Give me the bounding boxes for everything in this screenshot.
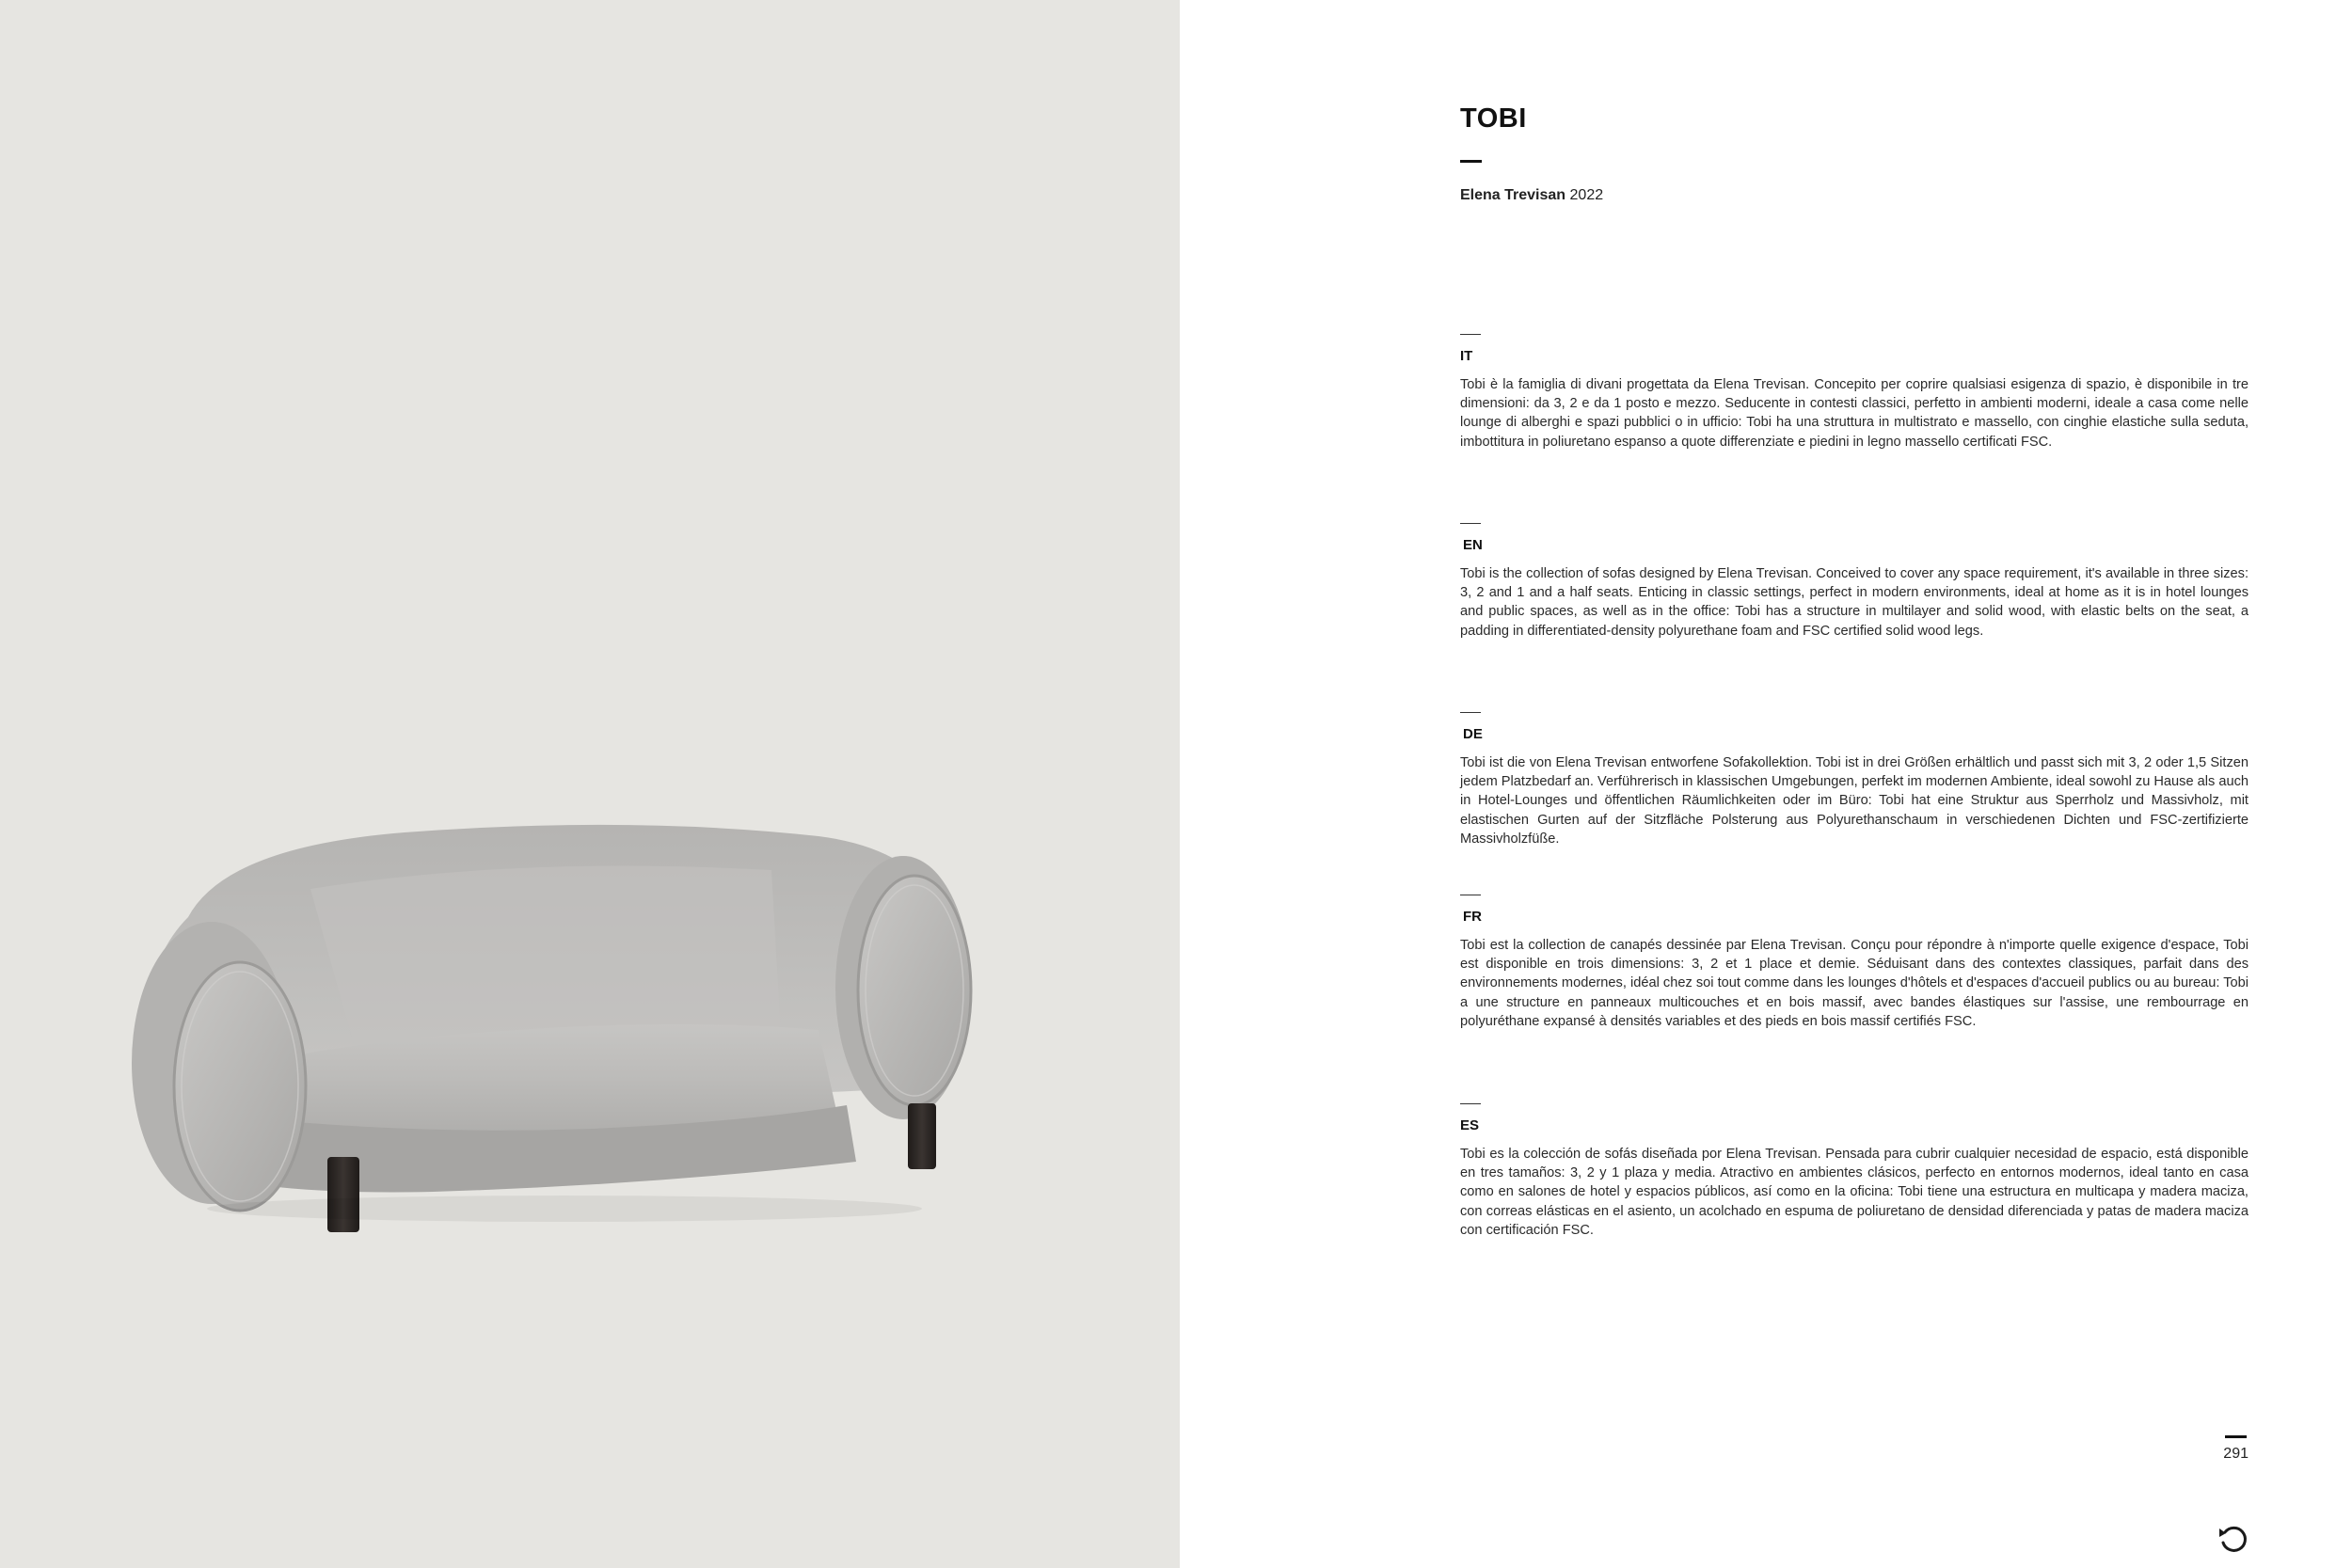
description-text: Tobi ist die von Elena Trevisan entworfene Sofakollektion. Tobi ist in drei Größen erhältlich und passt sich mit 3, 2 oder 1,5 Sitzen jedem Platzbedarf an. Verführerisch in klassischen Umgebungen, perfekt im modernen Ambiente, ideal sowohl zu Hause als auch in Hotel-Lounges und öffentlichen Räumlichkeiten oder im Büro: Tobi hat eine Struktur aus Sperrholz und Massivholz, mit elastischen Gurten auf der Sitzfläche Polsterung aus Polyurethanschaum in verschiedenen Dichten und FSC-zertifizierte Massivholzfüße. (1460, 755, 2249, 847)
page-number: 291 (2223, 1446, 2249, 1462)
section-divider (1460, 1103, 1481, 1104)
designer-name: Elena Trevisan (1460, 187, 1566, 203)
design-year: 2022 (1569, 187, 1604, 203)
language-label: FR (1463, 909, 1482, 925)
description-section-en (1460, 523, 2249, 641)
language-label: EN (1463, 537, 1483, 553)
product-title: TOBI (1460, 103, 1527, 134)
language-label: IT (1460, 348, 1473, 364)
designer-credit (1460, 187, 1603, 204)
section-divider (1460, 334, 1481, 335)
description-text: Tobi es la colección de sofás diseñada por Elena Trevisan. Pensada para cubrir cualquier necesidad de espacio, está disponible en tres tamaños: 3, 2 y 1 plaza y media. Atractivo en ambientes clásicos, perfecto en entornos modernos, ideal tanto en casa como en salones de hotel y espacios públicos, así como en la oficina: Tobi tiene una estructura en multicapa y madera maciza, con correas elásticas en el asiento, un acolchado en espuma de poliuretano de densidad diferenciada y patas de madera maciza con certificación FSC. (1460, 1147, 2249, 1238)
description-section-fr (1460, 895, 2249, 1031)
language-label: ES (1460, 1117, 1480, 1133)
description-text: Tobi est la collection de canapés dessinée par Elena Trevisan. Conçu pour répondre à n'importe quelle exigence d'espace, Tobi est disponible en trois dimensions: 3, 2 et 1 place et demie. Séduisant dans des contextes classiques, parfait dans des environnements modernes, idéal chez soi tout comme dans les lounges d'hôtels et d'espaces d'accueil publics ou au bureau: Tobi a une structure en panneaux multicouches et en bois massif, avec bandes élastiques sur l'assise, une rembourrage en polyuréthane expansé à densités variables et des pieds en bois massif certifiés FSC. (1460, 938, 2249, 1029)
description-text: Tobi is the collection of sofas designed by Elena Trevisan. Conceived to cover any space requirement, it's available in three sizes: 3, 2 and 1 and a half seats. Enticing in classic settings, perfect in modern environments, ideal at home as it is in hotel lounges and public spaces, as well as in the office: Tobi has a structure in multilayer and solid wood, with elastic belts on the seat, a padding in differentiated-density polyurethane foam and FSC certified solid wood legs. (1460, 566, 2249, 639)
description-section-es (1460, 1103, 2249, 1240)
description-section-it (1460, 334, 2249, 451)
description-section-de (1460, 712, 2249, 848)
language-label: DE (1463, 726, 1483, 742)
sofa-photo (122, 804, 1082, 1256)
rotate-back-icon[interactable] (2217, 1522, 2250, 1556)
section-divider (1460, 712, 1481, 713)
description-text: Tobi è la famiglia di divani progettata da Elena Trevisan. Concepito per coprire qualsiasi esigenza di spazio, è disponibile in tre dimensioni: da 3, 2 e da 1 posto e mezzo. Seducente in contesti classici, perfetto in ambienti moderni, ideale a casa come nelle lounge di alberghi e spazi pubblici o in ufficio: Tobi ha una struttura in multistrato e massello, con cinghie elastiche sulla seduta, imbottitura in poliuretano espanso a quote differenziate e piedini in legno massello certificati FSC. (1460, 377, 2249, 450)
section-divider (1460, 523, 1481, 524)
page-number-divider (2225, 1435, 2247, 1438)
title-divider (1460, 160, 1482, 163)
